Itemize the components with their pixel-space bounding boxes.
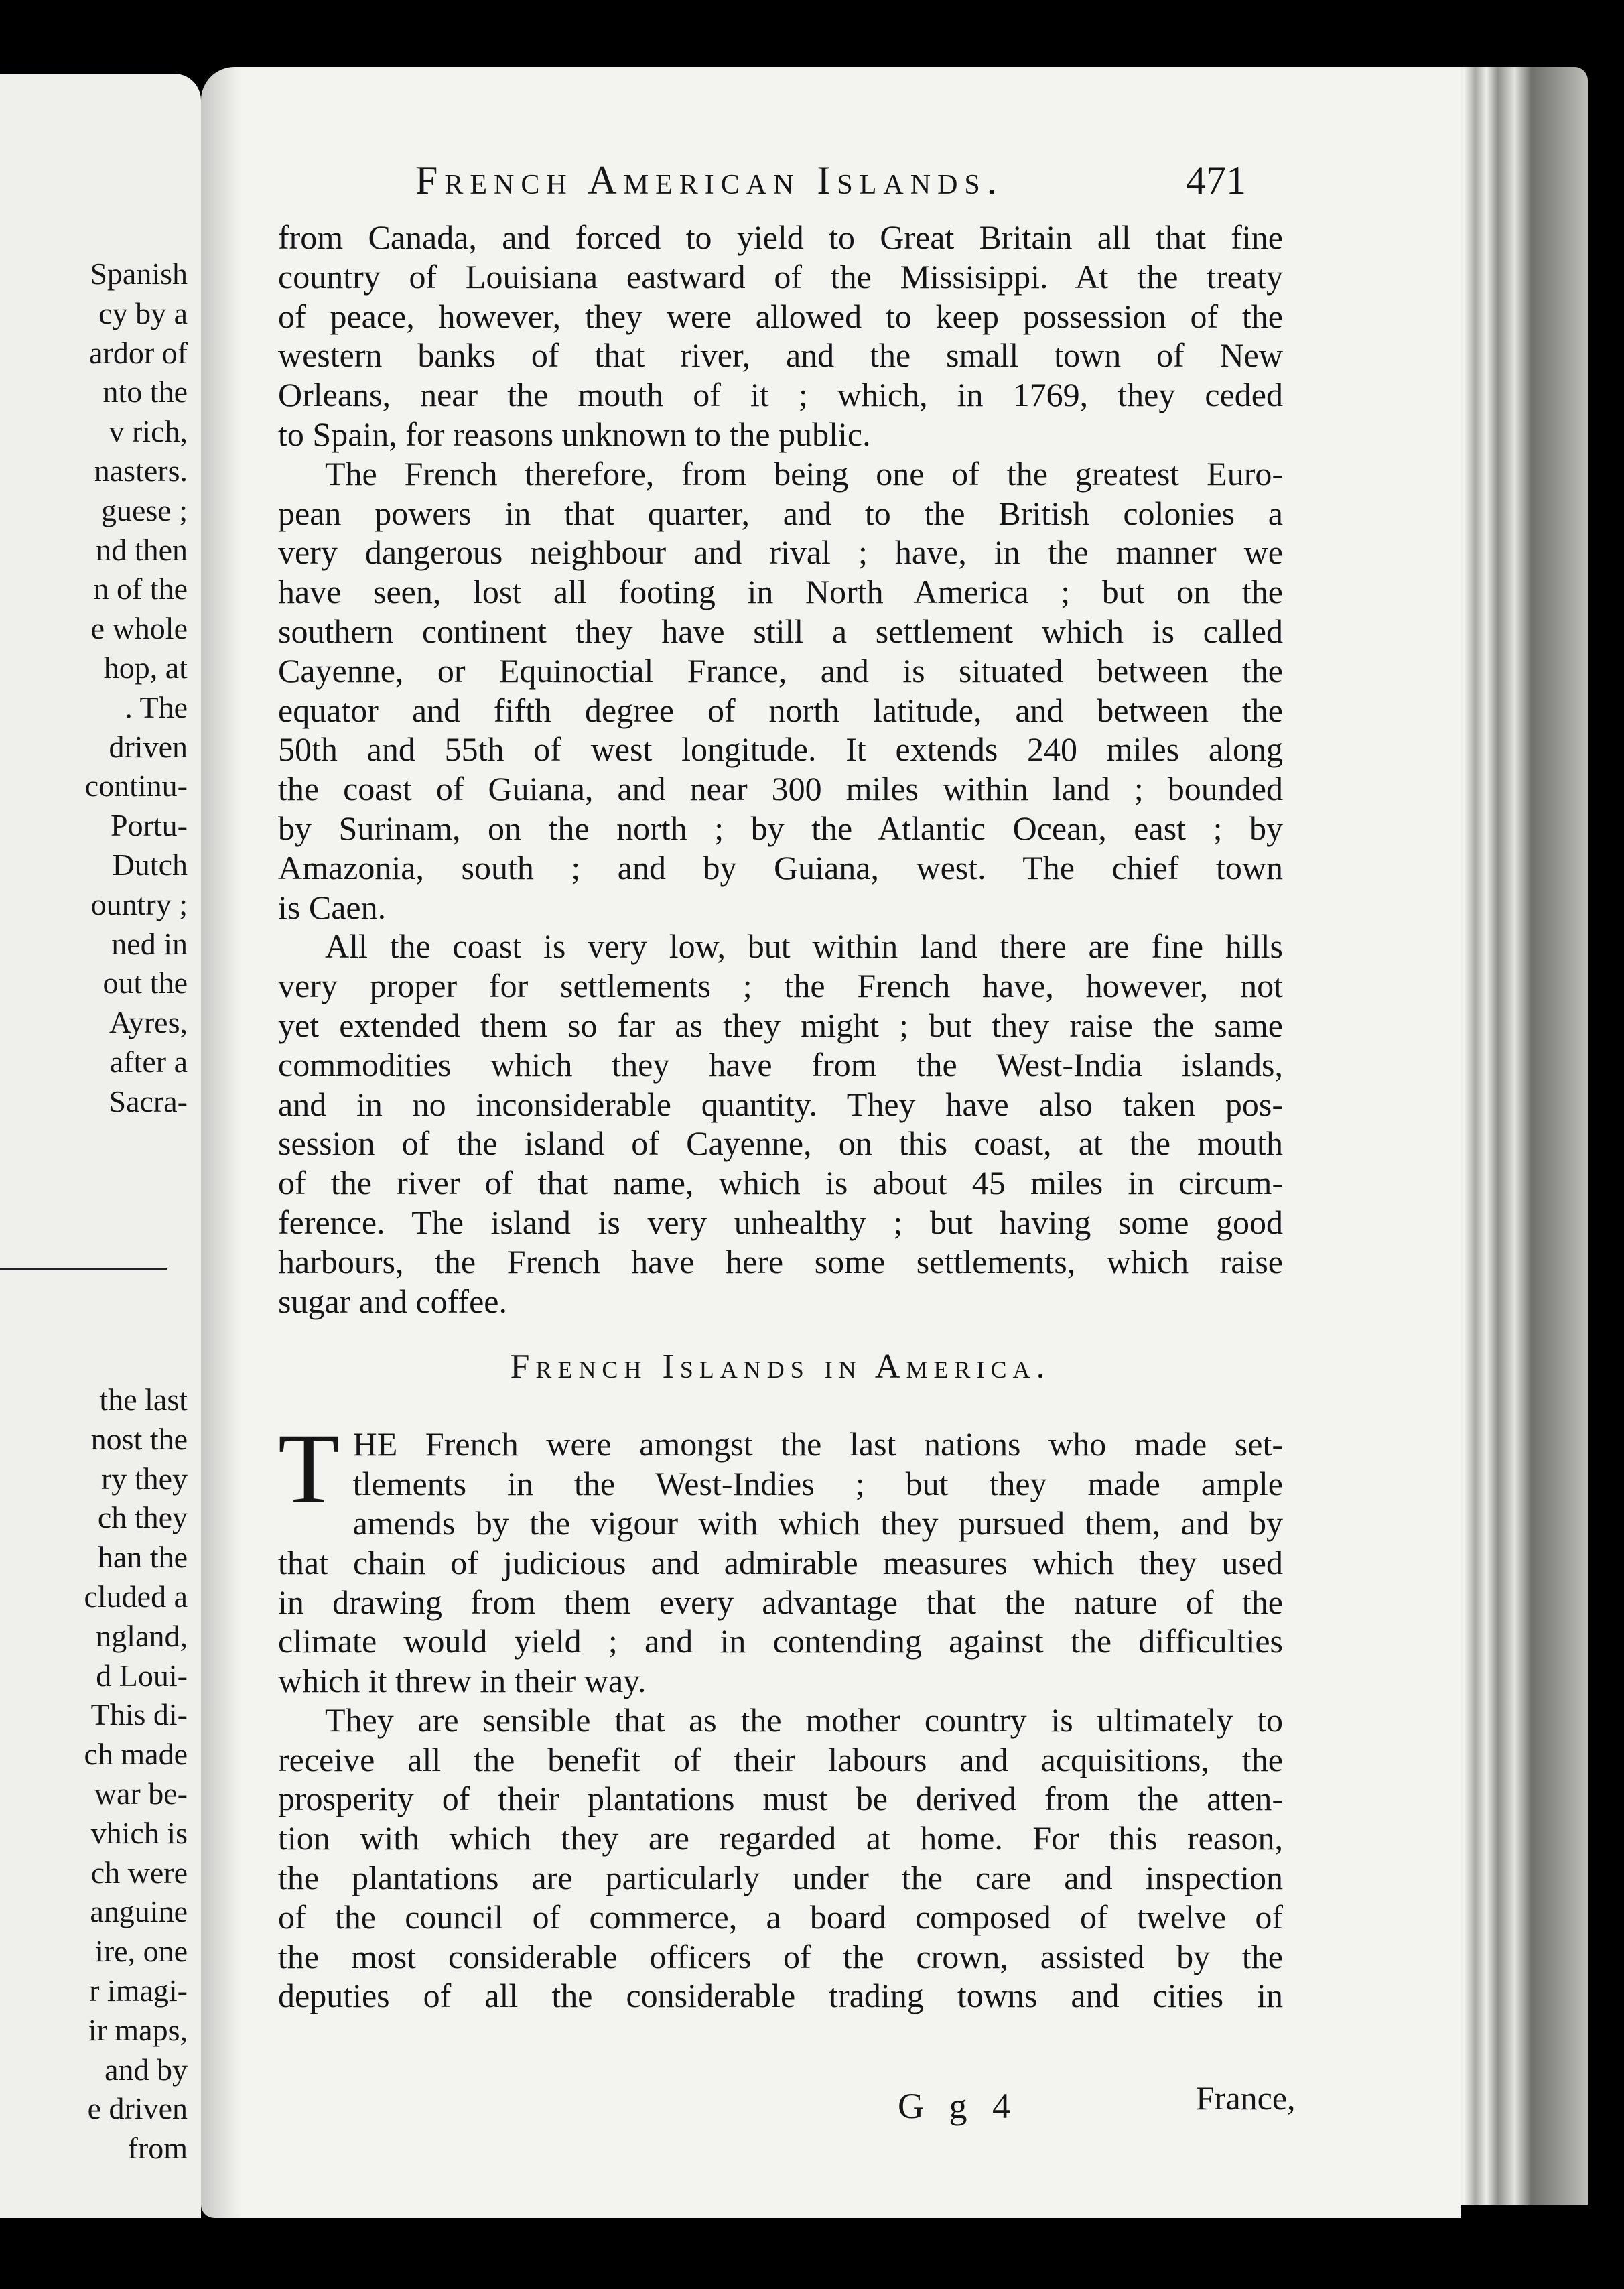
facing-page-line: ngland, (96, 1618, 188, 1653)
facing-page-text-bottom (84, 1380, 188, 2168)
gutter-shadow (201, 67, 241, 2218)
paragraph-5 (278, 1701, 1283, 2016)
text-line: from Canada, and forced to yield to Great Britain all that fine (278, 218, 1283, 256)
text-line: is Caen. (278, 888, 387, 926)
page-edges (1447, 67, 1588, 2205)
facing-page-line: ire, one (95, 1934, 188, 1969)
facing-page-line: after a (109, 1044, 188, 1079)
facing-page-line: nost the (90, 1421, 188, 1456)
facing-page-line: vhich is (90, 1815, 188, 1850)
paragraph-4 (278, 1504, 1283, 1701)
facing-page-line: . The (125, 690, 188, 724)
text-line: harbours, the French have here some settlements, which raise (278, 1242, 1283, 1281)
facing-page-line: war be- (94, 1776, 188, 1811)
text-line: yet extended them so far as they might ; but they raise the same (278, 1006, 1283, 1044)
text-line: HE French were amongst the last nations who made set- (352, 1425, 1283, 1463)
text-line: They are sensible that as the mother country is ultimately to (325, 1701, 1283, 1739)
text-line: the most considerable officers of the crown, assisted by the (278, 1937, 1283, 1975)
text-line: tion with which they are regarded at home. For this reason, (278, 1819, 1283, 1857)
text-line: of peace, however, they were allowed to keep possession of the (278, 297, 1283, 335)
text-line: very dangerous neighbour and rival ; have, in the manner we (278, 533, 1283, 572)
facing-page-line: ch made (84, 1737, 188, 1772)
facing-page-line: ch were (90, 1855, 188, 1890)
facing-page-line: nasters. (94, 453, 188, 488)
facing-page-line: ardor of (89, 335, 188, 370)
signature-mark: G g 4 (898, 2086, 1018, 2126)
text-line: have seen, lost all footing in North America ; but on the (278, 573, 1283, 611)
text-line: The French therefore, from being one of the greatest Euro- (325, 454, 1283, 493)
facing-page-rule (0, 1268, 167, 1270)
text-line: very proper for settlements ; the French have, however, not (278, 967, 1283, 1005)
paragraph-3 (278, 927, 1283, 1321)
facing-page-line: and by (105, 2052, 188, 2087)
drop-cap: T (278, 1413, 340, 1525)
text-line: of the council of commerce, a board composed of twelve of (278, 1898, 1283, 1936)
facing-page-line: the last (99, 1382, 188, 1417)
facing-page-line: nto the (103, 375, 188, 409)
catchword: France, (1196, 2079, 1296, 2117)
facing-page (0, 74, 201, 2218)
facing-page-line: v rich, (109, 414, 188, 449)
facing-page-line: ir maps, (88, 2012, 188, 2047)
facing-page-line: d Loui- (96, 1658, 188, 1693)
facing-page-line: from (127, 2131, 188, 2166)
running-title: French American Islands. (415, 158, 1004, 202)
text-line: deputies of all the considerable trading towns and cities in (278, 1977, 1283, 2015)
paragraph-1 (278, 218, 1283, 454)
facing-page-line: driven (109, 729, 188, 764)
page-number: 471 (1186, 158, 1246, 202)
text-line: and in no inconsiderable quantity. They have also taken pos- (278, 1085, 1283, 1123)
text-line: by Surinam, on the north ; by the Atlantic Ocean, east ; by (278, 809, 1283, 847)
text-line: the plantations are particularly under the care and inspection (278, 1859, 1283, 1897)
text-line: that chain of judicious and admirable measures which they used (278, 1543, 1283, 1581)
body-text (278, 218, 1283, 2016)
facing-page-line: n of the (93, 572, 188, 606)
text-line: prosperity of their plantations must be derived from the atten- (278, 1780, 1283, 1818)
text-line: in drawing from them every advantage that the nature of the (278, 1583, 1283, 1621)
text-line: of the river of that name, which is about 45 miles in circum- (278, 1164, 1283, 1202)
text-line: tlements in the West-Indies ; but they made ample (352, 1465, 1283, 1503)
facing-page-line: ch they (97, 1500, 188, 1535)
facing-page-line: e driven (87, 2091, 188, 2126)
text-line: commodities which they have from the West-India islands, (278, 1045, 1283, 1084)
text-line: country of Louisiana eastward of the Missisippi. At the treaty (278, 257, 1283, 296)
text-line: Cayenne, or Equinoctial France, and is situated between the (278, 651, 1283, 690)
text-line: pean powers in that quarter, and to the British colonies a (278, 494, 1283, 532)
facing-page-line: cy by a (98, 296, 188, 330)
text-line: climate would yield ; and in contending against the difficulties (278, 1622, 1283, 1660)
text-line: Amazonia, south ; and by Guiana, west. The chief town (278, 848, 1283, 887)
facing-page-line: Sacra- (109, 1084, 188, 1118)
text-line: which it threw in their way. (278, 1662, 647, 1700)
text-line: the coast of Guiana, and near 300 miles within land ; bounded (278, 770, 1283, 808)
facing-page-line: Dutch (112, 847, 188, 882)
text-line: ference. The island is very unhealthy ; but having some good (278, 1203, 1283, 1241)
facing-page-line: ountry ; (90, 887, 188, 921)
facing-page-line: Ayres, (109, 1005, 188, 1040)
facing-page-line: Portu- (111, 808, 188, 843)
section-title: French Islands in America. (510, 1348, 1051, 1386)
facing-page-text-top (85, 255, 188, 1122)
book-page (201, 67, 1461, 2218)
facing-page-line: han the (97, 1540, 188, 1575)
facing-page-line: ned in (111, 926, 188, 961)
facing-page-line: cluded a (84, 1579, 188, 1614)
facing-page-line: This di- (90, 1697, 188, 1732)
facing-page-line: continu- (84, 769, 188, 803)
paragraph-2 (278, 454, 1283, 927)
paragraph-4-drop-lines (278, 1425, 1283, 1504)
text-line: All the coast is very low, but within land there are fine hills (325, 927, 1283, 966)
text-line: receive all the benefit of their labours and acquisitions, the (278, 1740, 1283, 1778)
text-line: southern continent they have still a settlement which is called (278, 612, 1283, 650)
facing-page-line: r imagi- (89, 1973, 188, 2008)
text-line: Orleans, near the mouth of it ; which, in 1769, they ceded (278, 376, 1283, 414)
facing-page-line: out the (103, 966, 188, 1000)
facing-page-line: guese ; (100, 493, 188, 527)
facing-page-line: anguine (90, 1894, 188, 1929)
text-line: to Spain, for reasons unknown to the public. (278, 415, 871, 453)
facing-page-line: Spanish (90, 257, 188, 291)
text-line: amends by the vigour with which they pursued them, and by (352, 1504, 1283, 1542)
text-line: session of the island of Cayenne, on this coast, at the mouth (278, 1124, 1283, 1163)
text-line: equator and fifth degree of north latitude, and between the (278, 691, 1283, 729)
facing-page-line: nd then (96, 532, 188, 567)
facing-page-line: ry they (100, 1461, 188, 1496)
facing-page-line: e whole (90, 611, 188, 646)
facing-page-line: hop, at (103, 650, 188, 685)
text-line: western banks of that river, and the small town of New (278, 336, 1283, 375)
text-line: sugar and coffee. (278, 1282, 507, 1320)
text-line: 50th and 55th of west longitude. It extends 240 miles along (278, 730, 1283, 769)
